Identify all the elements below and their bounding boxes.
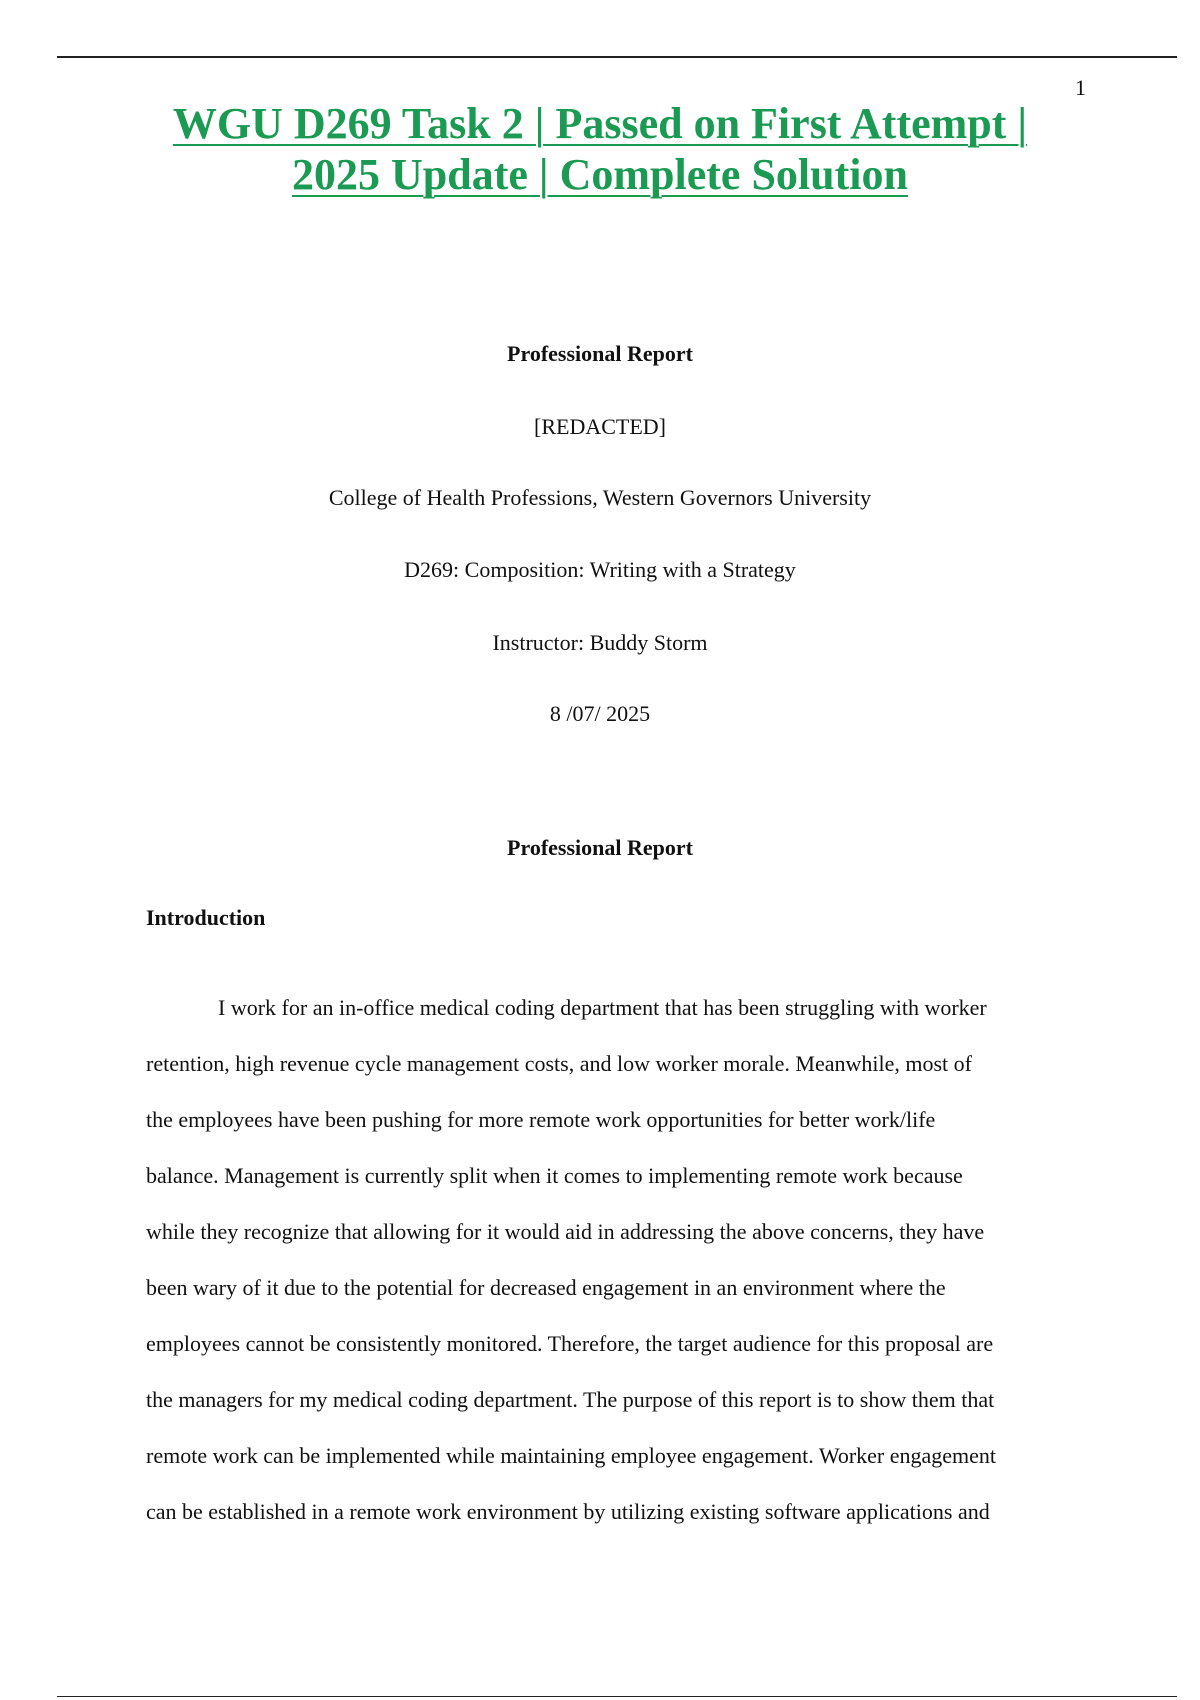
promo-title-line-2[interactable]: 2025 Update | Complete Solution (292, 150, 908, 199)
course-name: D269: Composition: Writing with a Strategy (404, 557, 796, 582)
paragraph-line: balance. Management is currently split when it comes to implementing remote work because (146, 1163, 963, 1188)
paragraph-line: remote work can be implemented while maintaining employee engagement. Worker engagement (146, 1443, 997, 1468)
paragraph-line: been wary of it due to the potential for decreased engagement in an environment where the (146, 1275, 946, 1300)
paragraph-line: the managers for my medical coding department. The purpose of this report is to show them that (146, 1387, 995, 1412)
promo-title[interactable] (150, 98, 1050, 200)
promo-title-line-1[interactable]: WGU D269 Task 2 | Passed on First Attempt | (172, 99, 1028, 148)
introduction-heading: Introduction (146, 905, 266, 930)
author-name: [REDACTED] (534, 414, 666, 439)
page-number: 1 (1075, 75, 1086, 100)
title-page-heading: Professional Report (507, 341, 693, 366)
paragraph-line: can be established in a remote work environment by utilizing existing software applications and (146, 1499, 990, 1524)
paragraph-line: the employees have been pushing for more remote work opportunities for better work/life (146, 1107, 936, 1132)
institution-name: College of Health Professions, Western Governors University (328, 485, 872, 510)
top-rule (57, 56, 1177, 58)
paragraph-line: employees cannot be consistently monitored. Therefore, the target audience for this proposal are (146, 1331, 994, 1356)
paragraph-line: retention, high revenue cycle management costs, and low worker morale. Meanwhile, most of (146, 1051, 972, 1076)
instructor-name: Instructor: Buddy Storm (492, 630, 708, 655)
introduction-paragraph (146, 980, 1086, 1540)
paragraph-line: I work for an in-office medical coding department that has been struggling with worker (218, 995, 987, 1020)
bottom-rule (57, 1696, 1177, 1697)
report-heading: Professional Report (507, 835, 693, 860)
report-date: 8 /07/ 2025 (549, 701, 651, 726)
paragraph-line: while they recognize that allowing for it would aid in addressing the above concerns, they have (146, 1219, 985, 1244)
